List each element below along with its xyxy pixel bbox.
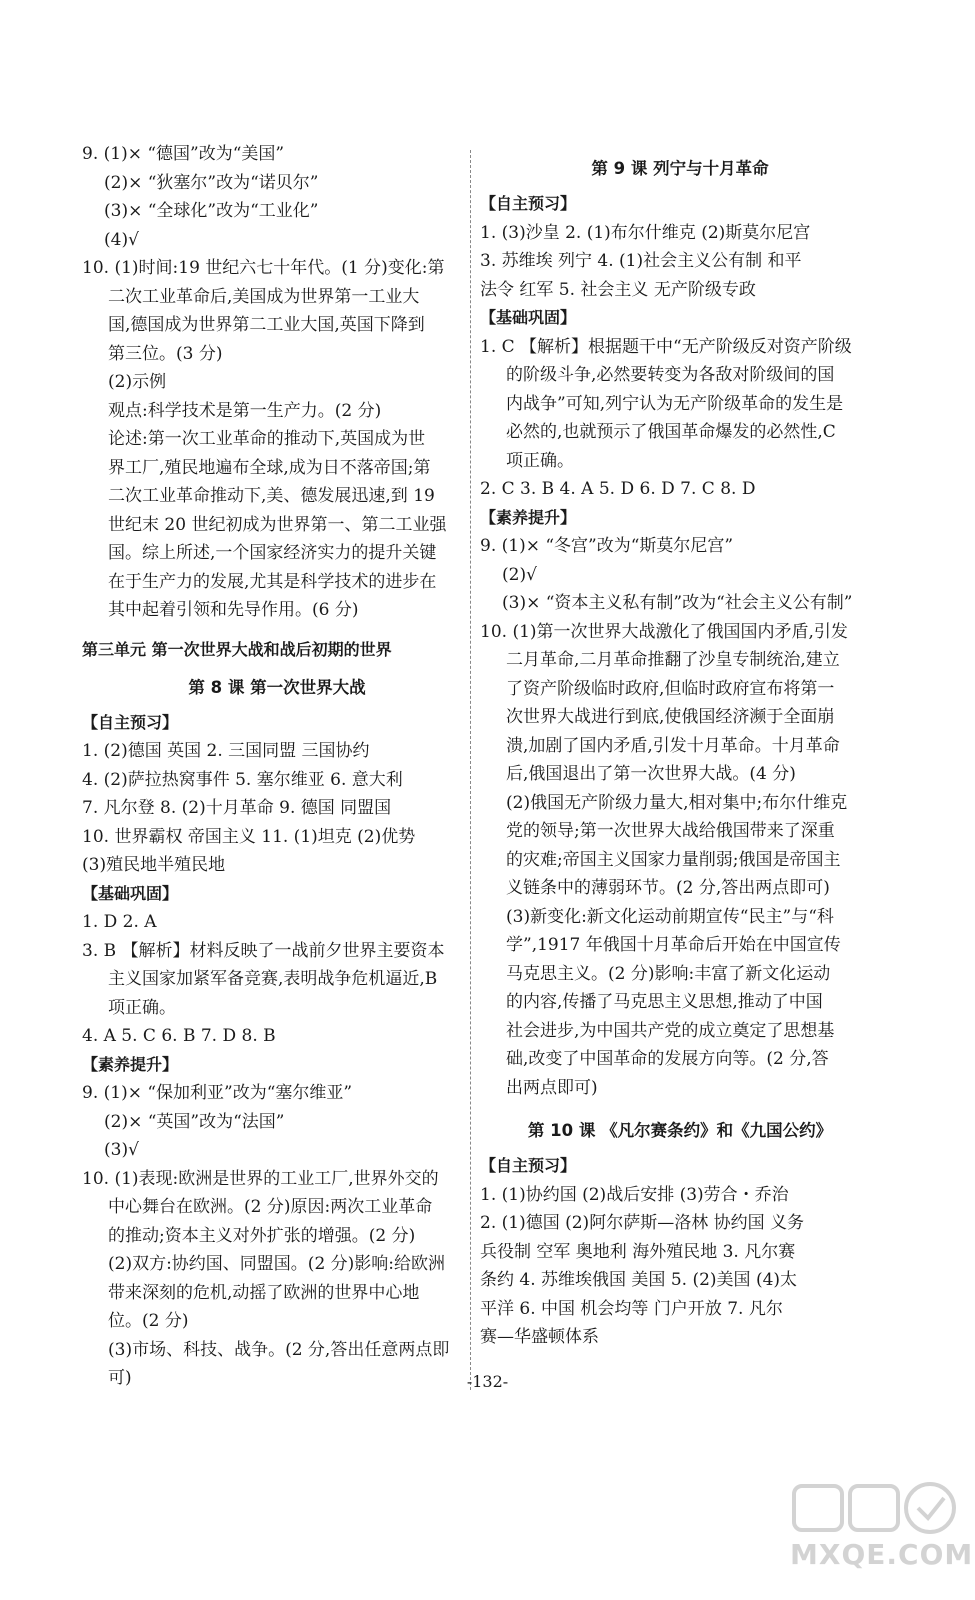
- section-heading: 【自主预习】: [480, 1156, 577, 1175]
- answer-line: 第三位。(3 分): [108, 343, 223, 364]
- answer-line: 内战争”可知,列宁认为无产阶级革命的发生是: [506, 393, 844, 414]
- watermark-logo-icon: [790, 1478, 960, 1538]
- section-heading: 【基础巩固】: [82, 883, 179, 903]
- answer-line: (3)市场、科技、战争。(2 分,答出任意两点即: [108, 1339, 450, 1360]
- answer-line: 观点:科学技术是第一生产力。(2 分): [108, 400, 382, 421]
- answer-line: (3)× “全球化”改为“工业化”: [104, 201, 319, 221]
- answer-line: 二次工业革命推动下,美、德发展迅速,到 19: [108, 486, 435, 506]
- answer-line: 1. (3)沙皇 2. (1)布尔什维克 (2)斯莫尔尼宫: [480, 222, 811, 243]
- answer-line: 4. (2)萨拉热窝事件 5. 塞尔维亚 6. 意大利: [82, 769, 403, 790]
- answer-line: 在于生产力的发展,尤其是科学技术的进步在: [108, 571, 437, 592]
- answer-line: 平洋 6. 中国 机会均等 门户开放 7. 凡尔: [480, 1298, 783, 1319]
- answer-line: 马克思主义。(2 分)影响:丰富了新文化运动: [506, 963, 831, 984]
- answer-line: (2)√: [502, 564, 537, 585]
- answer-line: 国,德国成为世界第二工业大国,英国下降到: [108, 315, 425, 335]
- answer-line: (2)× “狄塞尔”改为“诺贝尔”: [104, 172, 319, 193]
- answer-line: 后,俄国退出了第一次世界大战。(4 分): [506, 764, 796, 784]
- section-heading: 【素养提升】: [82, 1054, 179, 1074]
- section-heading: 【自主预习】: [480, 194, 577, 213]
- section-heading: 【素养提升】: [480, 507, 577, 527]
- answer-line: 9. (1)× “保加利亚”改为“塞尔维亚”: [82, 1083, 353, 1103]
- answer-line: (2)× “英国”改为“法国”: [104, 1111, 285, 1132]
- watermark-text: MXQE.COM: [790, 1538, 974, 1571]
- watermark: [790, 1478, 974, 1588]
- answer-line: 1. C 【解析】根据题干中“无产阶级反对资产阶级: [480, 336, 852, 357]
- answer-line: 3. B 【解析】材料反映了一战前夕世界主要资本: [82, 940, 445, 961]
- answer-line: 10. (1)第一次世界大战激化了俄国国内矛盾,引发: [480, 621, 848, 642]
- answer-line: 条约 4. 苏维埃俄国 美国 5. (2)美国 (4)太: [480, 1270, 798, 1290]
- answer-line: 主义国家加紧军备竞赛,表明战争危机逼近,B: [108, 969, 438, 989]
- answer-line: 的灾难;帝国主义国家力量削弱;俄国是帝国主: [506, 849, 841, 870]
- section-heading: 【自主预习】: [82, 712, 179, 732]
- answer-line: 出两点即可): [506, 1077, 598, 1098]
- answer-line: 论述:第一次工业革命的推动下,英国成为世: [108, 429, 426, 449]
- answer-line: 法令 红军 5. 社会主义 无产阶级专政: [480, 279, 756, 300]
- answer-line: 9. (1)× “冬宫”改为“斯莫尔尼宫”: [480, 536, 734, 556]
- answer-line: 溃,加剧了国内矛盾,引发十月革命。十月革命: [506, 735, 840, 756]
- answer-line: 位。(2 分): [108, 1311, 189, 1331]
- answer-line: 10. 世界霸权 帝国主义 11. (1)坦克 (2)优势: [82, 826, 416, 847]
- answer-line: 的阶级斗争,必然要转变为各敌对阶级间的国: [506, 365, 835, 385]
- answer-line: 兵役制 空军 奥地利 海外殖民地 3. 凡尔赛: [480, 1241, 796, 1262]
- answer-line: 4. A 5. C 6. B 7. D 8. B: [82, 1026, 276, 1046]
- answer-line: 的推动;资本主义对外扩张的增强。(2 分): [108, 1225, 416, 1246]
- answer-line: 1. D 2. A: [82, 912, 157, 932]
- answer-line: 党的领导;第一次世界大战给俄国带来了深重: [506, 821, 835, 841]
- answer-line: 10. (1)表现:欧洲是世界的工业工厂,世界外交的: [82, 1168, 439, 1189]
- lesson-title: 第 9 课 列宁与十月革命: [591, 159, 769, 178]
- answer-line: 带来深刻的危机,动摇了欧洲的世界中心地: [108, 1282, 420, 1303]
- answer-line: (3)× “资本主义私有制”改为“社会主义公有制”: [502, 593, 853, 613]
- answer-line: (2)示例: [108, 372, 167, 392]
- answer-line: 二次工业革命后,美国成为世界第一工业大: [108, 286, 420, 307]
- answer-line: (3)√: [104, 1140, 139, 1160]
- answer-line: 其中起着引领和先导作用。(6 分): [108, 600, 359, 620]
- answer-line: 础,改变了中国革命的发展方向等。(2 分,答: [506, 1049, 829, 1069]
- answer-line: (2)双方:协约国、同盟国。(2 分)影响:给欧洲: [108, 1254, 446, 1274]
- answer-line: 社会进步,为中国共产党的成立奠定了思想基: [506, 1020, 835, 1041]
- answer-line: 学”,1917 年俄国十月革命后开始在中国宣传: [506, 935, 841, 955]
- answer-line: 世纪末 20 世纪初成为世界第一、第二工业强: [108, 514, 447, 535]
- page-number: -132-: [466, 1372, 509, 1391]
- answer-line: (3)新变化:新文化运动前期宣传“民主”与“科: [506, 906, 834, 927]
- answer-line: 的内容,传播了马克思主义思想,推动了中国: [506, 992, 823, 1012]
- answer-line: 赛—华盛顿体系: [480, 1327, 599, 1347]
- answer-line: 项正确。: [506, 450, 574, 471]
- answer-line: 次世界大战进行到底,使俄国经济濒于全面崩: [506, 707, 835, 727]
- answer-line: 2. (1)德国 (2)阿尔萨斯—洛林 协约国 义务: [480, 1213, 804, 1233]
- answer-line: 10. (1)时间:19 世纪六七十年代。(1 分)变化:第: [82, 258, 445, 278]
- unit-title: 第三单元 第一次世界大战和战后初期的世界: [82, 639, 392, 659]
- answer-line: 项正确。: [108, 997, 176, 1018]
- answer-line: 3. 苏维埃 列宁 4. (1)社会主义公有制 和平: [480, 251, 802, 271]
- answer-line: 中心舞台在欧洲。(2 分)原因:两次工业革命: [108, 1197, 433, 1217]
- answer-line: 1. (2)德国 英国 2. 三国同盟 三国协约: [82, 741, 370, 761]
- answer-line: 必然的,也就预示了俄国革命爆发的必然性,C: [506, 422, 836, 442]
- section-heading: 【基础巩固】: [480, 308, 577, 327]
- lesson-title: 第 10 课 《凡尔赛条约》和《九国公约》: [527, 1121, 833, 1140]
- answer-line: (2)俄国无产阶级力量大,相对集中;布尔什维克: [506, 792, 848, 813]
- answer-line: 了资产阶级临时政府,但临时政府宣布将第一: [506, 678, 835, 699]
- left-column: [82, 140, 472, 1393]
- answer-line: (3)殖民地半殖民地: [82, 855, 226, 875]
- answer-line: 国。综上所述,一个国家经济实力的提升关键: [108, 543, 437, 563]
- answer-line: 义链条中的薄弱环节。(2 分,答出两点即可): [506, 878, 830, 898]
- answer-line: 7. 凡尔登 8. (2)十月革命 9. 德国 同盟国: [82, 798, 392, 818]
- answer-line: 2. C 3. B 4. A 5. D 6. D 7. C 8. D: [480, 479, 756, 499]
- answer-line: 界工厂,殖民地遍布全球,成为日不落帝国;第: [108, 457, 431, 478]
- answer-line: (4)√: [104, 229, 139, 250]
- answer-line: 9. (1)× “德国”改为“美国”: [82, 144, 285, 164]
- lesson-title: 第 8 课 第一次世界大战: [188, 677, 366, 697]
- right-column: [480, 140, 880, 1352]
- answer-line: 1. (1)协约国 (2)战后安排 (3)劳合・乔治: [480, 1184, 789, 1205]
- answer-line: 二月革命,二月革命推翻了沙皇专制统治,建立: [506, 650, 840, 670]
- answer-line: 可): [108, 1368, 132, 1388]
